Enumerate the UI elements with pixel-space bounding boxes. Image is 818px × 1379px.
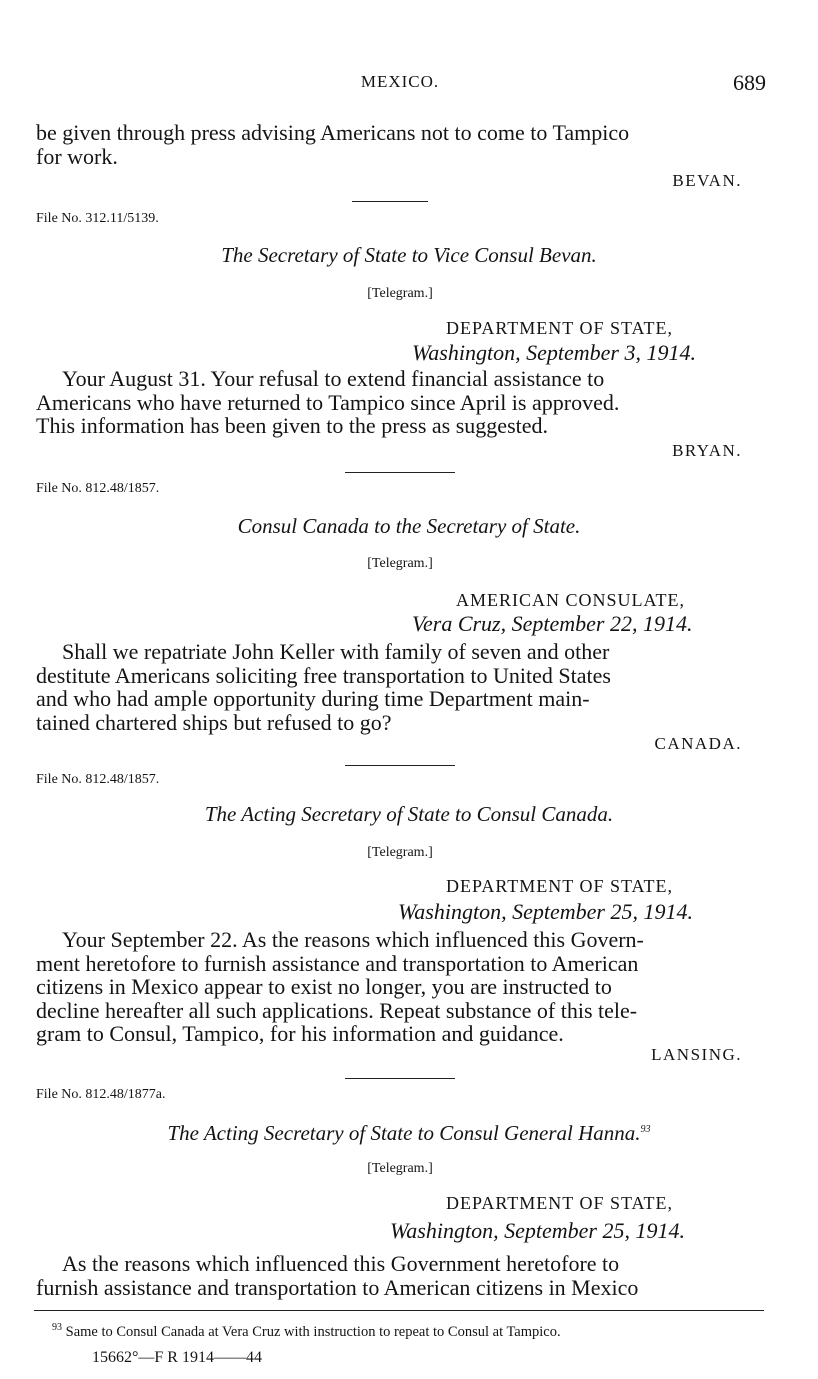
text-line: tained chartered ships but refused to go? [36, 709, 392, 735]
heading-text: The Acting Secretary of State to Consul General Hanna. [167, 1121, 641, 1145]
divider [345, 1078, 455, 1079]
text-line: ment heretofore to furnish assistance and transportation to American [36, 950, 639, 976]
file-number: File No. 312.11/5139. [36, 211, 159, 226]
text-line: citizens in Mexico appear to exist no longer, you are instructed to [36, 974, 612, 999]
document-heading: The Acting Secretary of State to Consul Canada. [204, 802, 614, 826]
place-date: Washington, September 25, 1914. [390, 1218, 685, 1243]
telegram-label: [Telegram.] [367, 556, 433, 571]
page-number: 689 [733, 70, 766, 95]
message-body [36, 1252, 766, 1299]
footnote-marker: 93 [52, 1322, 62, 1333]
text-line: This information has been given to the press as suggested. [36, 413, 549, 438]
sender-line: DEPARTMENT OF STATE, [446, 318, 674, 338]
continuation-paragraph [36, 121, 766, 168]
divider [352, 201, 428, 202]
text-line: gram to Consul, Tampico, for his information and guidance. [36, 1021, 564, 1046]
file-number: File No. 812.48/1857. [36, 772, 160, 787]
print-signature-line: 15662°—F R 1914——44 [92, 1349, 262, 1366]
signature: CANADA. [654, 734, 742, 753]
telegram-label: [Telegram.] [367, 845, 433, 860]
text-line: furnish assistance and transportation to American citizens in Mexico [36, 1274, 639, 1300]
sender-line: DEPARTMENT OF STATE, [446, 876, 674, 896]
text-line: and who had ample opportunity during time Department main- [36, 686, 590, 711]
footnote [52, 1322, 561, 1341]
document-heading [0, 1121, 818, 1146]
text-line: be given through press advising Americans not to come to Tampico [36, 120, 630, 145]
sender-line: AMERICAN CONSULATE, [456, 590, 686, 610]
text-line: Americans who have returned to Tampico since April is approved. [36, 389, 620, 415]
telegram-label: [Telegram.] [367, 286, 433, 301]
footnote-text: Same to Consul Canada at Vera Cruz with instruction to repeat to Consul at Tampico. [65, 1323, 561, 1340]
text-line: As the reasons which influenced this Government heretofore to [62, 1251, 620, 1276]
text-line: destitute Americans soliciting free transportation to United States [36, 662, 611, 688]
text-line: for work. [36, 143, 118, 169]
signature: BEVAN. [672, 171, 742, 190]
running-title: MEXICO. [360, 72, 440, 91]
divider [345, 472, 455, 473]
divider [345, 765, 455, 766]
telegram-label: [Telegram.] [367, 1161, 433, 1176]
place-date: Vera Cruz, September 22, 1914. [412, 611, 693, 636]
document-heading: Consul Canada to the Secretary of State. [237, 514, 581, 538]
text-line: Your September 22. As the reasons which influenced this Govern- [62, 927, 644, 952]
text-line: Your August 31. Your refusal to extend financial assistance to [62, 366, 605, 391]
footnote-rule [34, 1310, 764, 1311]
message-body [36, 367, 766, 438]
text-line: decline hereafter all such applications. Repeat substance of this tele- [36, 997, 638, 1023]
message-body [36, 640, 766, 734]
document-heading: The Secretary of State to Vice Consul Bevan. [221, 243, 597, 267]
message-body [36, 928, 766, 1046]
footnote-reference: 93 [640, 1124, 651, 1135]
signature: LANSING. [651, 1045, 742, 1064]
signature: BRYAN. [672, 441, 742, 460]
file-number: File No. 812.48/1857. [36, 481, 160, 496]
place-date: Washington, September 25, 1914. [398, 899, 693, 924]
place-date: Washington, September 3, 1914. [412, 340, 696, 365]
sender-line: DEPARTMENT OF STATE, [446, 1193, 674, 1213]
text-line: Shall we repatriate John Keller with family of seven and other [62, 639, 610, 664]
file-number: File No. 812.48/1877a. [36, 1087, 166, 1102]
